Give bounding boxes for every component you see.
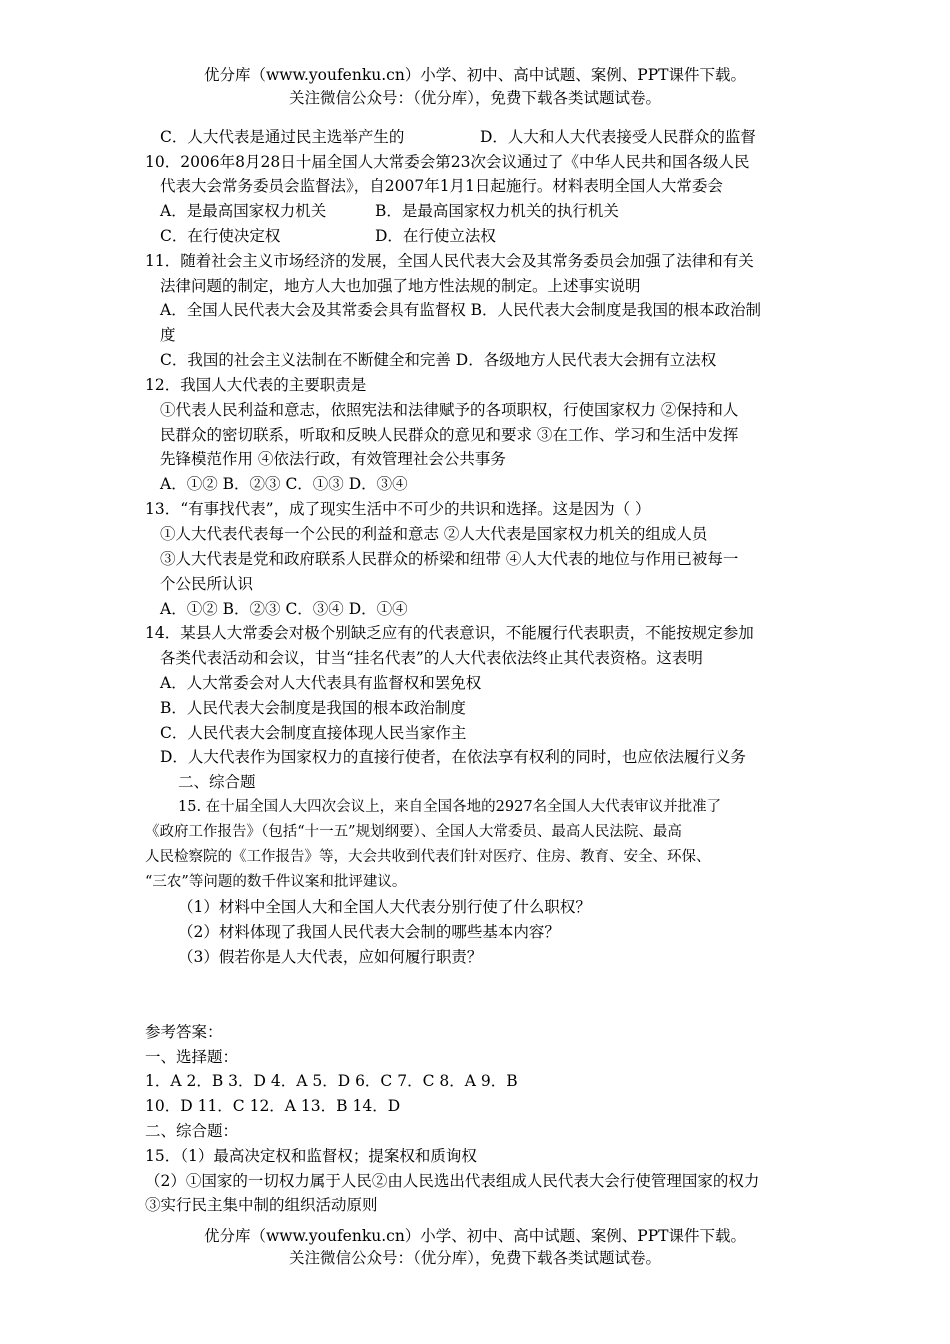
q11-options-ab: A．全国人民代表大会及其常委会具有监督权 B．人民代表大会制度是我国的根本政治制 [160,301,762,319]
q11-options-ab-cont: 度 [160,326,176,344]
q12-options: A．①② B．②③ C．①③ D．③④ [160,475,408,493]
q10-option-d: D．在行使立法权 [375,227,496,245]
q15-material-line-3: 人民检察院的《工作报告》等，大会共收到代表们针对医疗、住房、教育、安全、环保、 [145,849,711,865]
q11-stem-line-2: 法律问题的制定，地方人大也加强了地方性法规的制定。上述事实说明 [160,277,641,295]
q15-question-3: （3）假若你是人大代表，应如何履行职责？ [178,948,483,966]
q10-option-b: B．是最高国家权力机关的执行机关 [375,202,619,220]
section-2-heading: 二、综合题 [178,773,256,791]
q14-stem-line-1: 14．某县人大常委会对极个别缺乏应有的代表意识，不能履行代表职责，不能按规定参加 [145,624,754,642]
q14-option-b: B．人民代表大会制度是我国的根本政治制度 [160,699,466,717]
footer-line-1: 优分库（www.youfenku.cn）小学、初中、高中试题、案例、PPT课件下载。 [203,1227,747,1245]
q14-option-a: A．人大常委会对人大代表具有监督权和罢免权 [160,674,482,692]
q12-item-line-3: 先锋模范作用 ④依法行政，有效管理社会公共事务 [160,450,506,468]
answers-row-2: 10．D 11．C 12．A 13．B 14．D [145,1097,401,1115]
q9-option-d: D．人大和人大代表接受人民群众的监督 [480,128,756,146]
q10-option-a: A．是最高国家权力机关 [160,202,327,220]
q14-option-c: C．人民代表大会制度直接体现人民当家作主 [160,724,467,742]
answers-section-1: 一、选择题： [145,1048,239,1066]
q15-material-line-1: 15. 在十届全国人大四次会议上，来自全国各地的2927名全国人大代表审议并批准了 [178,799,722,815]
q15-question-2: （2）材料体现了我国人民代表大会制的哪些基本内容？ [178,923,560,941]
q15-material-line-4: “三农”等问题的数千件议案和批评建议。 [145,874,407,890]
q10-stem-line-2: 代表大会常务委员会监督法》，自2007年1月1日起施行。材料表明全国人大常委会 [160,177,723,195]
q13-stem: 13．“有事找代表”，成了现实生活中不可少的共识和选择。这是因为（ ） [145,500,651,518]
q13-item-line-2: ③人大代表是党和政府联系人民群众的桥梁和纽带 ④人大代表的地位与作用已被每一 [160,550,739,568]
q9-option-c: C．人大代表是通过民主选举产生的 [160,128,405,146]
q14-stem-line-2: 各类代表活动和会议，甘当“挂名代表”的人大代表依法终止其代表资格。这表明 [160,649,703,667]
q10-option-c: C．在行使决定权 [160,227,281,245]
q14-option-d: D．人大代表作为国家权力的直接行使者，在依法享有权利的同时，也应依法履行义务 [160,748,746,766]
header-line-1: 优分库（www.youfenku.cn）小学、初中、高中试题、案例、PPT课件下载。 [203,66,747,84]
answers-q15-1: 15．（1）最高决定权和监督权；提案权和质询权 [145,1147,477,1165]
q15-material-line-2: 《政府工作报告》（包括“十一五”规划纲要）、全国人大常委员、最高人民法院、最高 [145,824,682,840]
answers-title: 参考答案： [145,1023,223,1041]
answers-row-1: 1．A 2．B 3．D 4．A 5．D 6．C 7．C 8．A 9．B [145,1072,518,1090]
answers-q15-2: （2）①国家的一切权力属于人民②由人民选出代表组成人民代表大会行使管理国家的权力 [145,1172,760,1190]
q11-stem-line-1: 11．随着社会主义市场经济的发展，全国人民代表大会及其常务委员会加强了法律和有关 [145,252,754,270]
q13-item-line-3: 个公民所认识 [160,575,254,593]
q13-item-line-1: ①人大代表代表每一个公民的利益和意志 ②人大代表是国家权力机关的组成人员 [160,525,708,543]
q13-options: A．①② B．②③ C．③④ D．①④ [160,600,408,618]
q11-options-cd: C．我国的社会主义法制在不断健全和完善 D．各级地方人民代表大会拥有立法权 [160,351,717,369]
q12-item-line-1: ①代表人民利益和意志，依照宪法和法律赋予的各项职权，行使国家权力 ②保持和人 [160,401,739,419]
answers-section-2: 二、综合题： [145,1122,239,1140]
q10-stem-line-1: 10．2006年8月28日十届全国人大常委会第23次会议通过了《中华人民共和国各级人民 [145,153,750,171]
q15-question-1: （1）材料中全国人大和全国人大代表分别行使了什么职权？ [178,898,591,916]
q12-item-line-2: 民群众的密切联系，听取和反映人民群众的意见和要求 ③在工作、学习和生活中发挥 [160,426,739,444]
header-line-2: 关注微信公众号：（优分库），免费下载各类试题试卷。 [288,89,661,107]
answers-q15-2-cont: ③实行民主集中制的组织活动原则 [145,1196,378,1214]
q12-stem: 12．我国人大代表的主要职责是 [145,376,367,394]
footer-line-2: 关注微信公众号：（优分库），免费下载各类试题试卷。 [288,1249,661,1267]
